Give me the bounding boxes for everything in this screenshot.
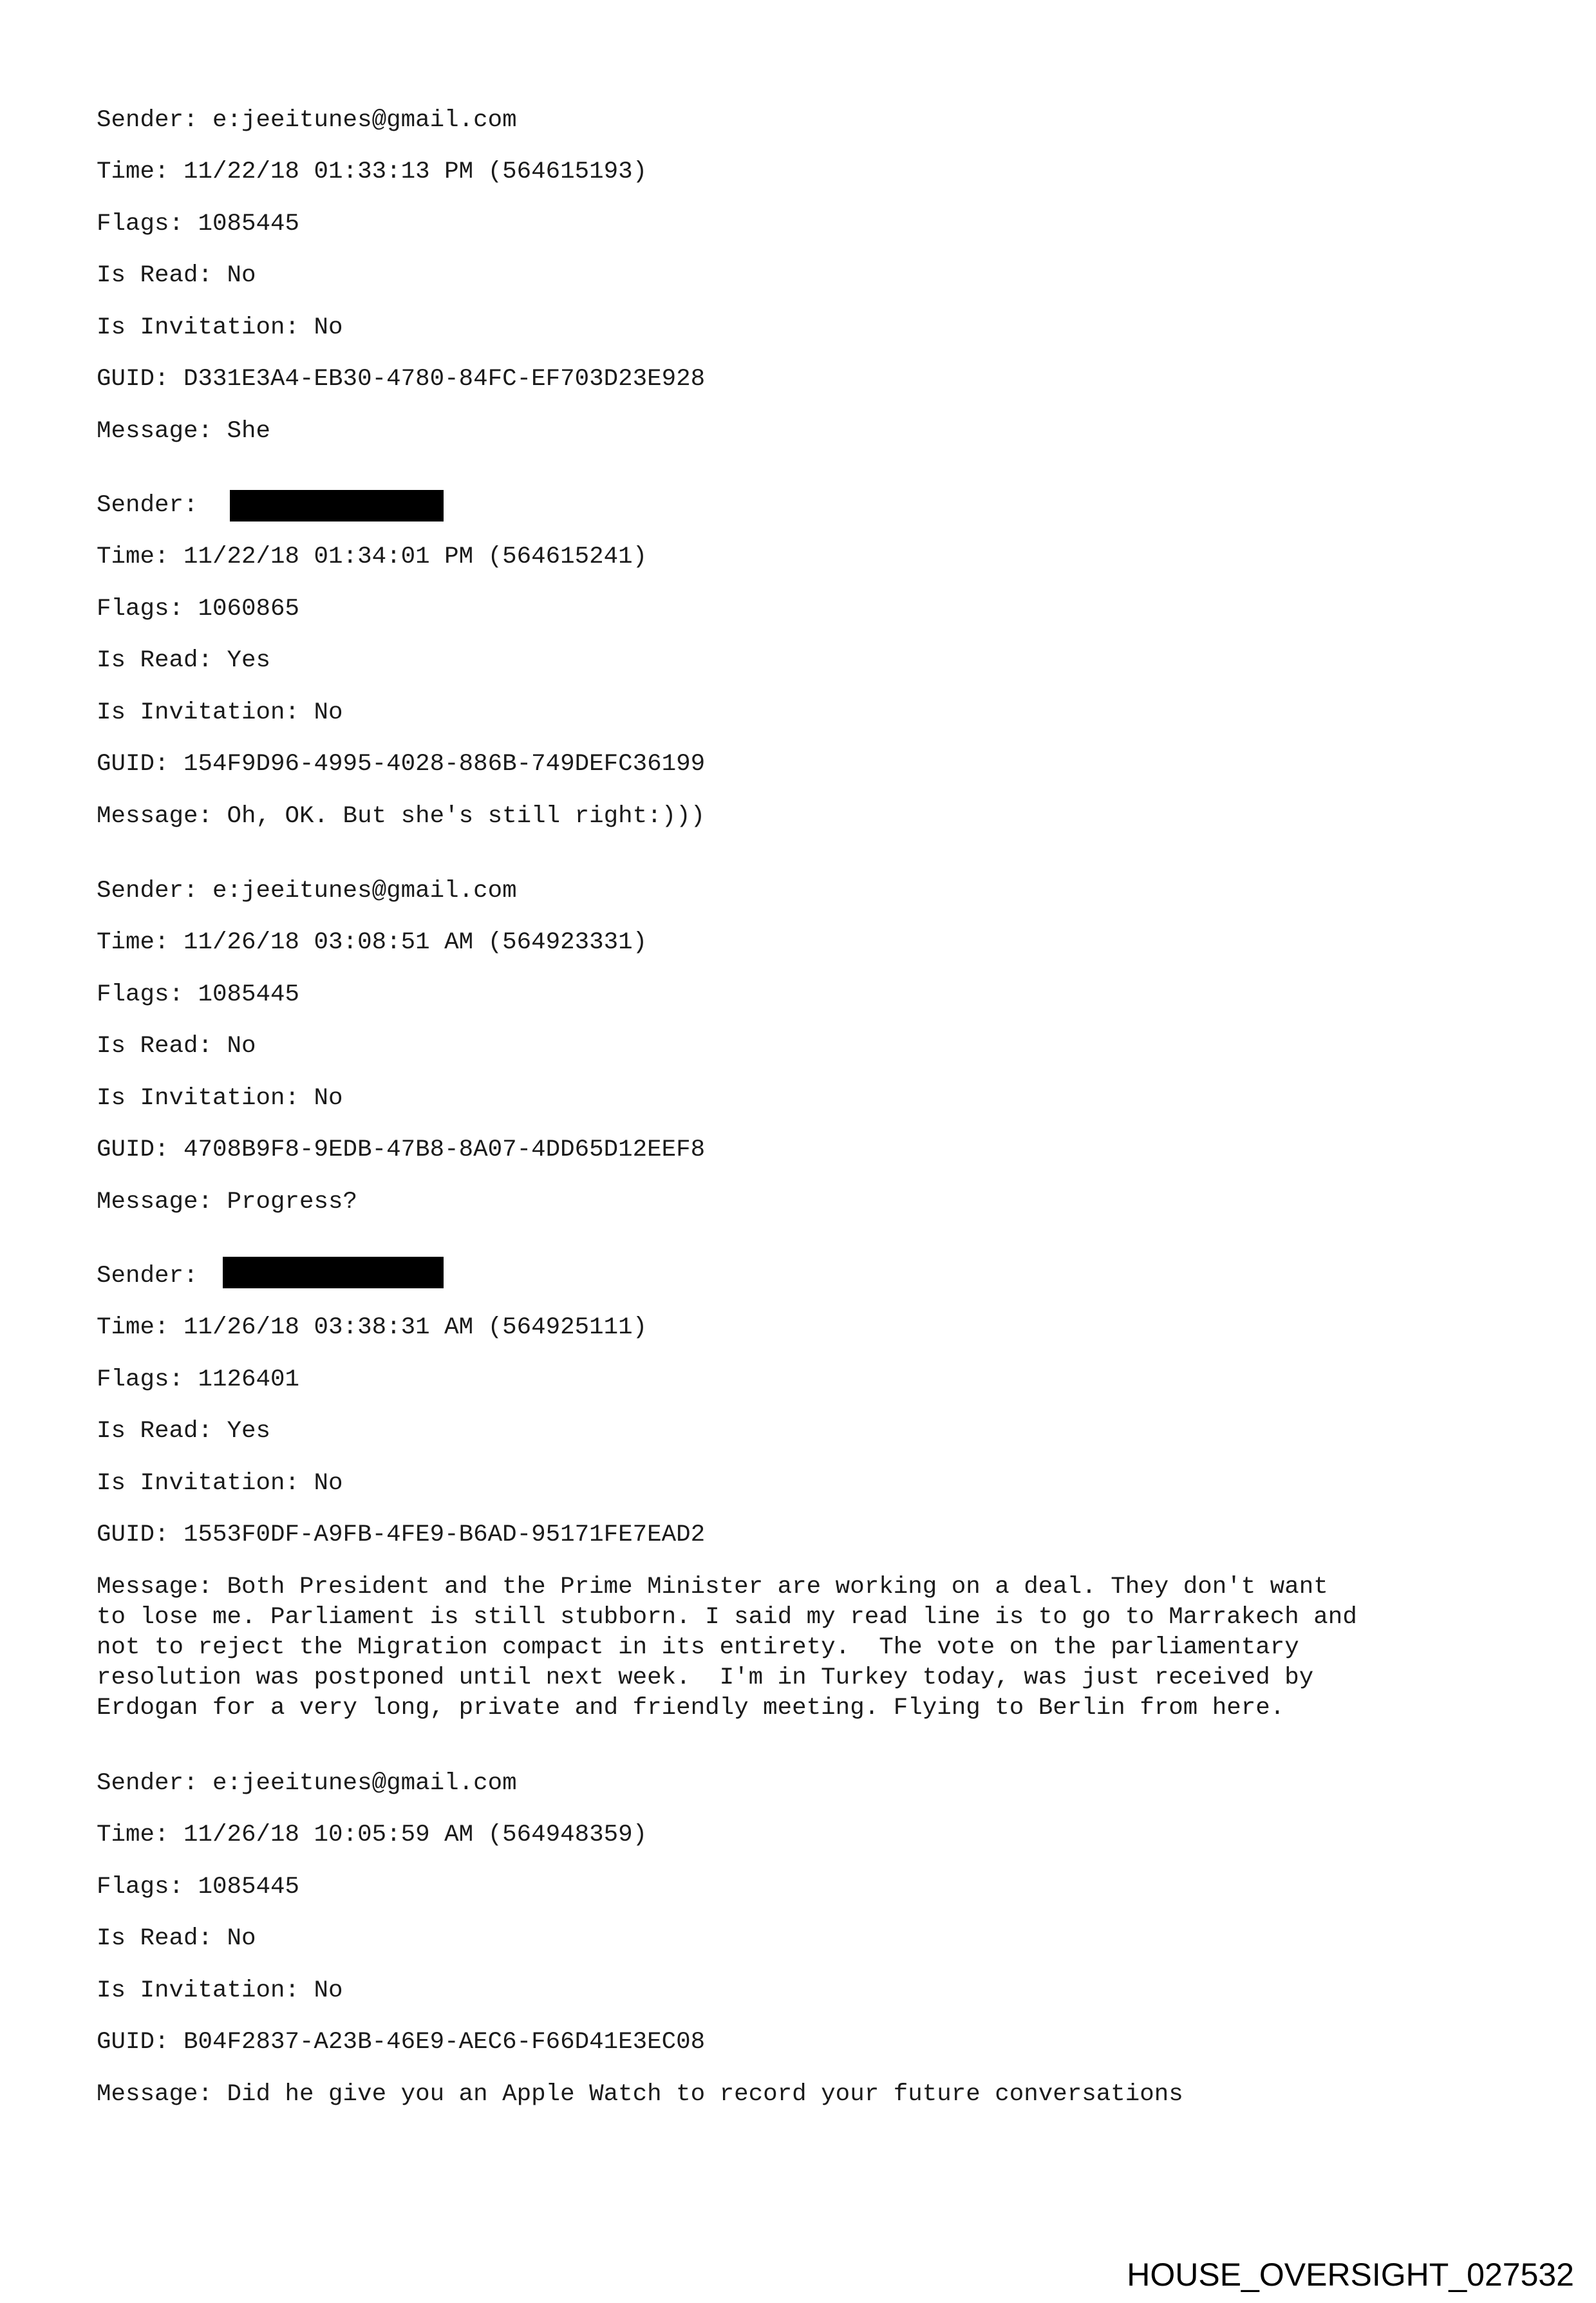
record-5-is-read: Is Read: No bbox=[97, 1925, 256, 1952]
record-2-message: Message: Oh, OK. But she's still right:))) bbox=[97, 803, 706, 830]
record-5-guid: GUID: B04F2837-A23B-46E9-AEC6-F66D41E3EC08 bbox=[97, 2029, 706, 2056]
record-5-sender: Sender: e:jeeitunes@gmail.com bbox=[97, 1770, 517, 1797]
record-3-flags: Flags: 1085445 bbox=[97, 981, 300, 1008]
record-4-flags: Flags: 1126401 bbox=[97, 1366, 300, 1393]
record-1-flags: Flags: 1085445 bbox=[97, 211, 300, 238]
redaction-box bbox=[223, 1257, 444, 1288]
redaction-box bbox=[230, 490, 444, 522]
record-1-sender: Sender: e:jeeitunes@gmail.com bbox=[97, 107, 517, 134]
record-2-is-read: Is Read: Yes bbox=[97, 647, 271, 674]
record-5-is-invitation: Is Invitation: No bbox=[97, 1977, 343, 2004]
record-2-time: Time: 11/22/18 01:34:01 PM (564615241) bbox=[97, 543, 648, 570]
record-5-message: Message: Did he give you an Apple Watch to record your future conversations bbox=[97, 2081, 1183, 2108]
record-3-sender: Sender: e:jeeitunes@gmail.com bbox=[97, 878, 517, 905]
record-4-is-read: Is Read: Yes bbox=[97, 1418, 271, 1445]
record-4-time: Time: 11/26/18 03:38:31 AM (564925111) bbox=[97, 1314, 648, 1341]
record-5-time: Time: 11/26/18 10:05:59 AM (564948359) bbox=[97, 1821, 648, 1848]
record-3-guid: GUID: 4708B9F8-9EDB-47B8-8A07-4DD65D12EEF8 bbox=[97, 1136, 706, 1163]
record-2-guid: GUID: 154F9D96-4995-4028-886B-749DEFC36199 bbox=[97, 751, 706, 778]
record-3-message: Message: Progress? bbox=[97, 1189, 358, 1216]
record-4-guid: GUID: 1553F0DF-A9FB-4FE9-B6AD-95171FE7EAD2 bbox=[97, 1521, 706, 1548]
record-3-time: Time: 11/26/18 03:08:51 AM (564923331) bbox=[97, 929, 648, 956]
record-5-flags: Flags: 1085445 bbox=[97, 1874, 300, 1901]
record-1-message: Message: She bbox=[97, 418, 271, 445]
record-1-is-read: Is Read: No bbox=[97, 262, 256, 289]
record-4-sender: Sender: bbox=[97, 1263, 213, 1290]
record-1-is-invitation: Is Invitation: No bbox=[97, 314, 343, 341]
record-2-sender: Sender: bbox=[97, 492, 213, 519]
record-4-message: Message: Both President and the Prime Minister are working on a deal. They don't want to lose me. Parliament is still stubborn. I said my read line is to go to Marrakech and not to reject the Migration compact in its entirety. The vote on the parliamentary resolution was postponed until next week. I'm in Turkey today, was just received by Erdogan for a very long, private and friendly meeting. Flying to Berlin from here. bbox=[97, 1574, 1357, 1722]
record-3-is-invitation: Is Invitation: No bbox=[97, 1085, 343, 1112]
record-1-guid: GUID: D331E3A4-EB30-4780-84FC-EF703D23E928 bbox=[97, 366, 706, 393]
record-4-is-invitation: Is Invitation: No bbox=[97, 1470, 343, 1497]
record-1-time: Time: 11/22/18 01:33:13 PM (564615193) bbox=[97, 158, 648, 185]
record-2-is-invitation: Is Invitation: No bbox=[97, 699, 343, 726]
record-2-flags: Flags: 1060865 bbox=[97, 596, 300, 623]
bates-number: HOUSE_OVERSIGHT_027532 bbox=[1127, 2257, 1574, 2293]
record-3-is-read: Is Read: No bbox=[97, 1033, 256, 1060]
